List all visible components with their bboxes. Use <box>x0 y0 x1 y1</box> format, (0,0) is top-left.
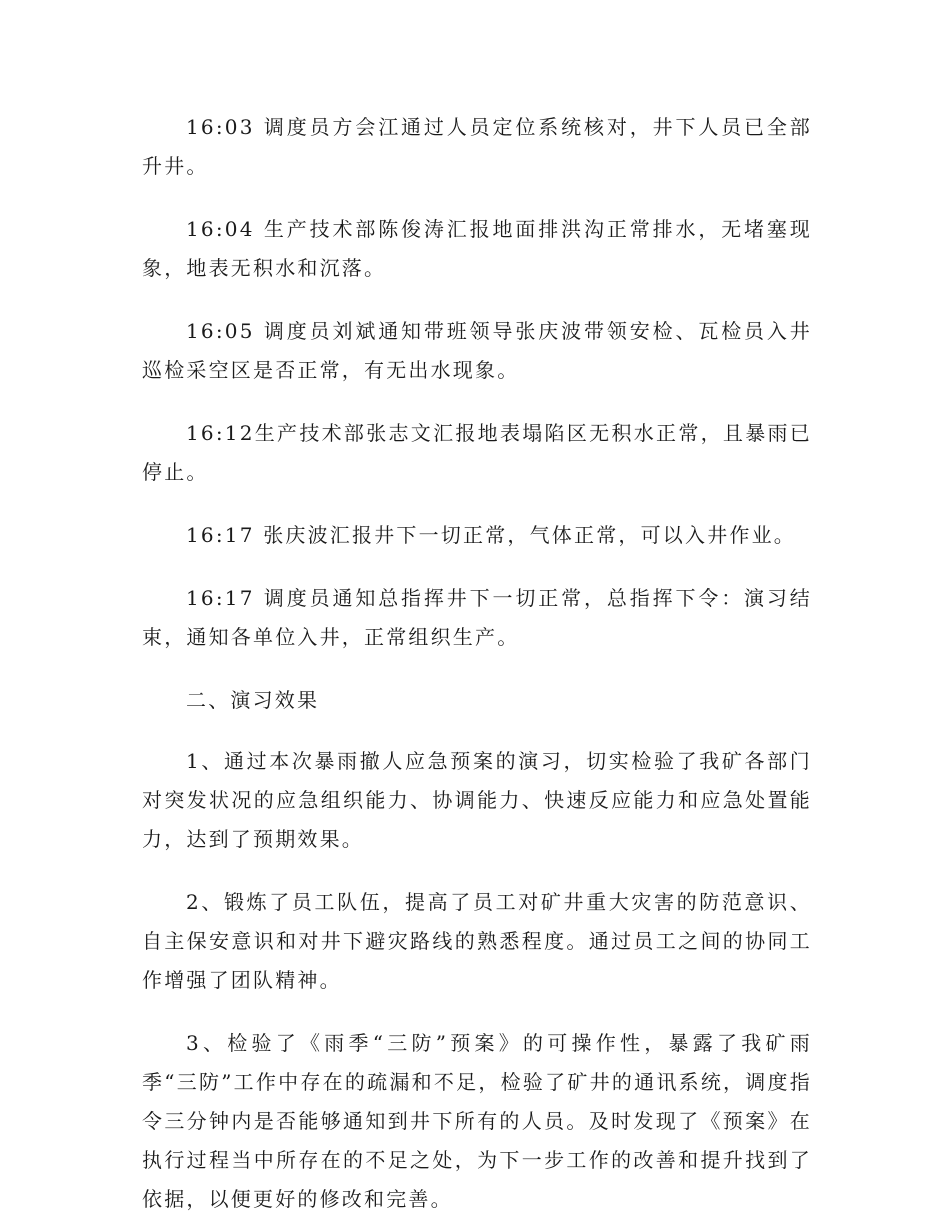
timeline-entry-1612: 16:12生产技术部张志文汇报地表塌陷区无积水正常，且暴雨已停止。 <box>142 421 812 484</box>
timeline-entry-1603: 16:03 调度员方会江通过人员定位系统核对，井下人员已全部升井。 <box>142 115 812 178</box>
section-heading: 二、演习效果 <box>186 688 320 712</box>
timeline-entry-1605: 16:05 调度员刘斌通知带班领导张庆波带领安检、瓦检员入井巡检采空区是否正常，有无出水现象。 <box>142 319 812 382</box>
result-item-1: 1、通过本次暴雨撤人应急预案的演习，切实检验了我矿各部门对突发状况的应急组织能力、协调能力、快速反应能力和应急处置能力，达到了预期效果。 <box>142 749 812 851</box>
timeline-entry-1617-b: 16:17 调度员通知总指挥井下一切正常，总指挥下令：演习结束，通知各单位入井，正常组织生产。 <box>142 586 812 649</box>
timeline-entry-1604: 16:04 生产技术部陈俊涛汇报地面排洪沟正常排水，无堵塞现象，地表无积水和沉落。 <box>142 217 812 280</box>
result-item-2: 2、锻炼了员工队伍，提高了员工对矿井重大灾害的防范意识、自主保安意识和对井下避灾路线的熟悉程度。通过员工之间的协同工作增强了团队精神。 <box>142 890 812 992</box>
timeline-entry-1617-a: 16:17 张庆波汇报井下一切正常，气体正常，可以入井作业。 <box>186 523 796 547</box>
result-item-3: 3、检验了《雨季“三防”预案》的可操作性，暴露了我矿雨季“三防”工作中存在的疏漏和不足，检验了矿井的通讯系统，调度指令三分钟内是否能够通知到井下所有的人员。及时发现了《预案》在执行过程当中所存在的不足之处，为下一步工作的改善和提升找到了依据，以便更好的修改和完善。 <box>142 1031 812 1211</box>
